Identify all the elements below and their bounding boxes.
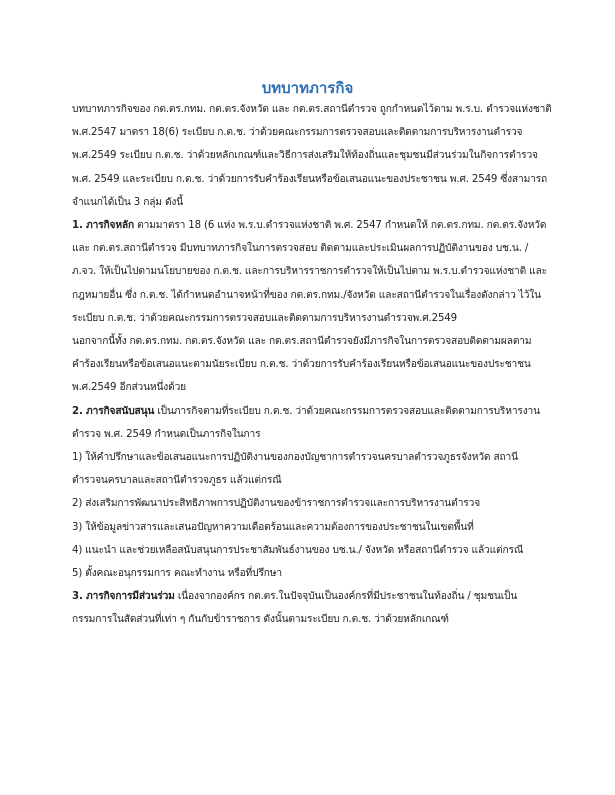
intro-paragraph: บทบาทภารกิจของ กต.ตร.กทม. กต.ตร.จังหวัด และ กต.ตร.สถานีตำรวจ ถูกกำหนดไว้ตาม พ.ร.บ. ตำรวจแห่งชาติ พ.ศ.2547 มาตรา 18(6) ระเบียบ ก.ต.ช. ว่าด้วยคณะกรรมการตรวจสอบและติดตามการบริหารงานตำรวจ พ.ศ.2549 ระเบียบ ก.ต.ช. ว่าด้วยหลักเกณฑ์และวิธีการส่งเสริมให้ท้องถิ่นและชุมชนมีส่วนร่วมในกิจการตำรวจ พ.ศ. 2549 และระเบียบ ก.ต.ช. ว่าด้วยการรับคำร้องเรียนหรือข้อเสนอแนะของประชาชน พ.ศ. 2549 ซึ่งสามารถจำแนกได้เป็น 3 กลุ่ม ดังนี้ — [72, 104, 552, 208]
document-body — [72, 98, 555, 632]
section-2-text: เป็นภารกิจตามที่ระเบียบ ก.ต.ช. ว่าด้วยคณะกรรมการตรวจสอบและติดตามการบริหารงานตำรวจ พ.ศ. 2549 กำหนดเป็นภารกิจในการ — [72, 405, 540, 440]
list-item: 4) แนะนำ และช่วยเหลือสนับสนุนการประชาสัมพันธ์งานของ บช.น./ จังหวัด หรือสถานีตำรวจ แล้วแต่กรณี — [72, 544, 524, 556]
section-1-text: ตามมาตรา 18 (6 แห่ง พ.ร.บ.ตำรวจแห่งชาติ พ.ศ. 2547 กำหนดให้ กต.ตร.กทม. กต.ตร.จังหวัดและ กต.ตร.สถานีตำรวจ มีบทบาทภารกิจในการตรวจสอบ ติดตามและประเมินผลการปฏิบัติงานของ บช.น. / ภ.จว. ให้เป็นไปตามนโยบายของ ก.ต.ช. และการบริหารราชการตำรวจให้เป็นไปตาม พ.ร.บ.ตำรวจแห่งชาติ และกฎหมายอื่น ซึ่ง ก.ต.ช. ได้กำหนดอำนาจหน้าที่ของ กต.ตร.กทม./จังหวัด และสถานีตำรวจในเรื่องดังกล่าว ไว้ในระเบียบ ก.ต.ช. ว่าด้วยคณะกรรมการตรวจสอบและติดตามการบริหารงานตำรวจพ.ศ.2549 — [72, 220, 547, 324]
section-3 — [72, 585, 555, 631]
section-1-heading: 1. ภารกิจหลัก — [72, 220, 135, 232]
section-1-extra: นอกจากนี้ทั้ง กต.ตร.กทม. กต.ตร.จังหวัด และ กต.ตร.สถานีตำรวจยังมีภารกิจในการตรวจสอบติดตามผลตามคำร้องเรียนหรือข้อเสนอแนะตามนัยระเบียบ ก.ต.ช. ว่าด้วยการรับคำร้องเรียนหรือข้อเสนอแนะของประชาชน พ.ศ.2549 อีกส่วนหนึ่งด้วย — [72, 336, 532, 394]
section-3-text: เนื่องจากองค์กร กต.ตร.ในปัจจุบันเป็นองค์กรที่มีประชาชนในท้องถิ่น / ชุมชนเป็นกรรมการในสัดส่วนที่เท่า ๆ กันกับข้าราชการ ดังนั้นตามระเบียบ ก.ต.ช. ว่าด้วยหลักเกณฑ์ — [72, 591, 518, 626]
list-item: 2) ส่งเสริมการพัฒนาประสิทธิภาพการปฏิบัติงานของข้าราชการตำรวจและการบริหารงานตำรวจ — [72, 498, 481, 510]
list-item: 3) ให้ข้อมูลข่าวสารและเสนอปัญหาความเดือดร้อนและความต้องการของประชาชนในเขตพื้นที่ — [72, 521, 474, 533]
section-2 — [72, 400, 555, 446]
section-2-heading: 2. ภารกิจสนับสนุน — [72, 405, 155, 417]
list-item: 5) ตั้งคณะอนุกรรมการ คณะทำงาน หรือที่ปรึกษา — [72, 568, 282, 580]
list-item: 1) ให้คำปรึกษาและข้อเสนอแนะการปฏิบัติงานของกองบัญชาการตำรวจนครบาลตำรวจภูธรจังหวัด สถานีตำรวจนครบาลและสถานีตำรวจภูธร แล้วแต่กรณี — [72, 452, 518, 487]
section-3-heading: 3. ภารกิจการมีส่วนร่วม — [72, 591, 175, 603]
section-1 — [72, 214, 555, 330]
page-title: บทบาทภารกิจ — [261, 79, 354, 97]
